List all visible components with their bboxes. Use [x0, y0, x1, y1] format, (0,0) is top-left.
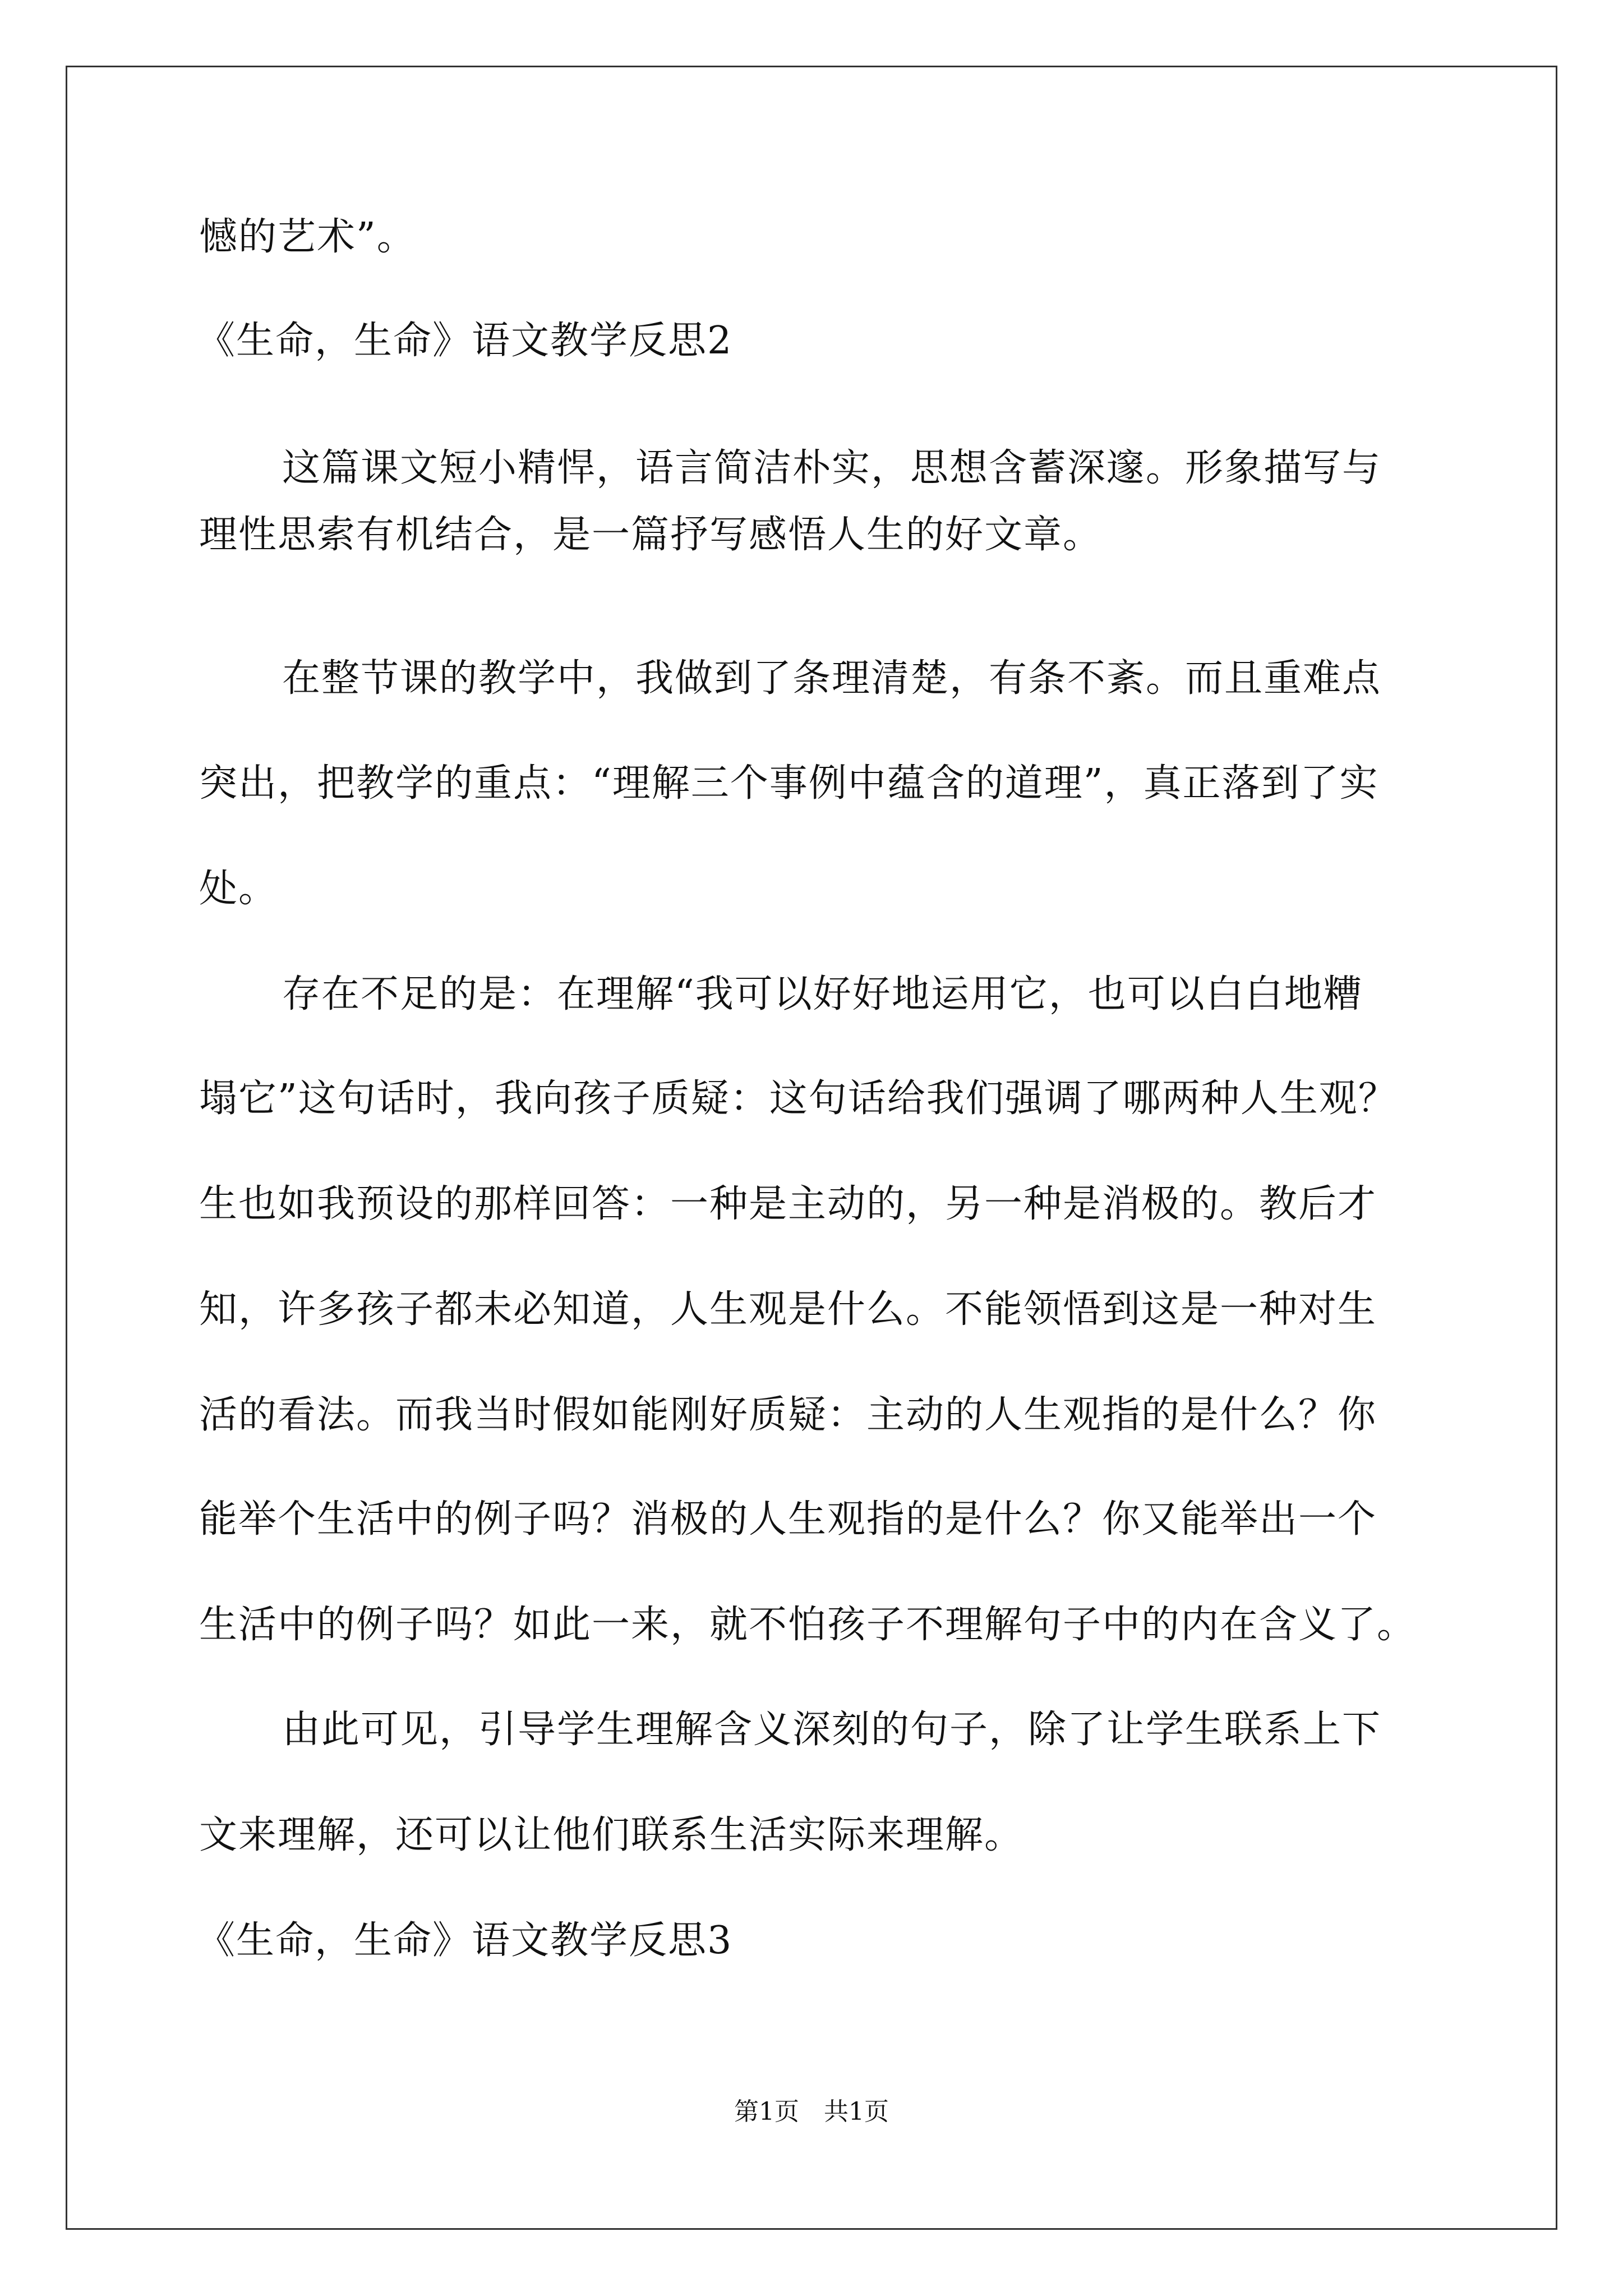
paragraph-line: 理性思索有机结合，是一篇抒写感悟人生的好文章。	[199, 513, 1103, 557]
section-heading: 《生命，生命》语文教学反思3	[197, 1918, 733, 1963]
paragraph-line: 由此可见，引导学生理解含义深刻的句子，除了让学生联系上下	[282, 1708, 1382, 1752]
paragraph-line: 突出，把教学的重点：“理解三个事例中蕴含的道理”，真正落到了实	[199, 761, 1379, 806]
paragraph-line: 塌它”这句话时，我向孩子质疑：这句话给我们强调了哪两种人生观？	[199, 1076, 1398, 1121]
paragraph-line: 憾的艺术”。	[199, 215, 416, 259]
paragraph-line: 活的看法。而我当时假如能刚好质疑：主动的人生观指的是什么？你	[199, 1393, 1377, 1437]
paragraph-line: 处。	[199, 867, 278, 911]
paragraph-line: 能举个生活中的例子吗？消极的人生观指的是什么？你又能举出一个	[199, 1497, 1377, 1542]
paragraph-line: 生也如我预设的那样回答：一种是主动的，另一种是消极的。教后才	[199, 1182, 1377, 1226]
paragraph-line: 文来理解，还可以让他们联系生活实际来理解。	[199, 1813, 1024, 1857]
paragraph-line: 生活中的例子吗？如此一来，就不怕孩子不理解句子中的内在含义了。	[199, 1603, 1417, 1647]
section-heading: 《生命，生命》语文教学反思2	[197, 319, 733, 363]
paragraph-line: 存在不足的是：在理解“我可以好好地运用它，也可以白白地糟	[282, 972, 1363, 1016]
paragraph-line: 知，许多孩子都未必知道，人生观是什么。不能领悟到这是一种对生	[199, 1287, 1377, 1332]
paragraph-line: 在整节课的教学中，我做到了条理清楚，有条不紊。而且重难点	[282, 656, 1382, 701]
page-border	[66, 66, 1557, 2230]
page-number: 第1页 共1页	[734, 2097, 889, 2126]
paragraph-line: 这篇课文短小精悍，语言简洁朴实，思想含蓄深邃。形象描写与	[282, 446, 1382, 490]
